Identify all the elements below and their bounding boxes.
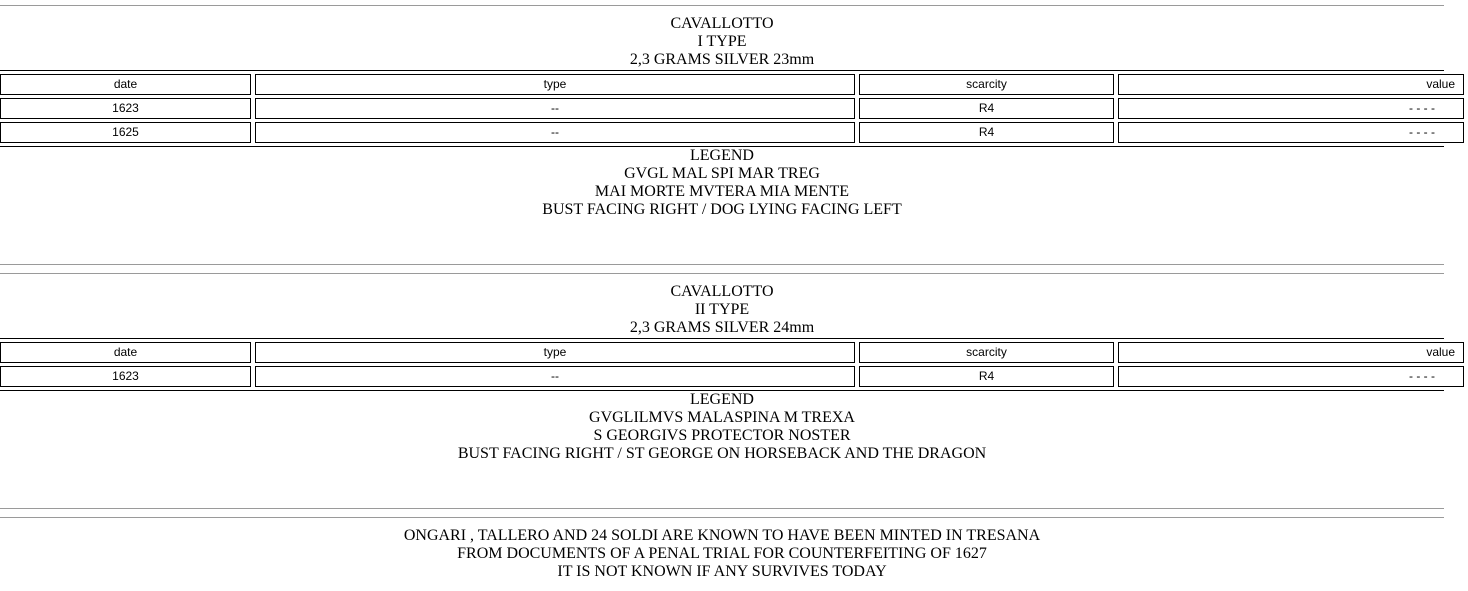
header-type: type xyxy=(255,74,855,95)
coin-type: I TYPE xyxy=(697,33,747,50)
header-scarcity: scarcity xyxy=(859,342,1114,363)
legend-block xyxy=(0,147,1444,219)
cell-scarcity: R4 xyxy=(859,366,1114,387)
coin-heading xyxy=(0,283,1444,337)
coin-title: CAVALLOTTO xyxy=(670,15,774,32)
cell-value: - - - - xyxy=(1118,122,1464,143)
legend-obverse: GVGL MAL SPI MAR TREG xyxy=(624,165,820,182)
cell-date: 1625 xyxy=(0,122,251,143)
table-row xyxy=(0,98,1464,119)
coin-section-1 xyxy=(0,15,1455,219)
table-row xyxy=(0,366,1464,387)
coin-table xyxy=(0,342,1468,387)
cell-scarcity: R4 xyxy=(859,122,1114,143)
header-scarcity: scarcity xyxy=(859,74,1114,95)
table-header-row xyxy=(0,342,1464,363)
note-line-1: ONGARI , TALLERO AND 24 SOLDI ARE KNOWN TO HAVE BEEN MINTED IN TRESANA xyxy=(403,527,1041,544)
legend-title: LEGEND xyxy=(690,391,754,408)
note-line-2: FROM DOCUMENTS OF A PENAL TRIAL FOR COUNTERFEITING OF 1627 xyxy=(457,545,987,562)
coin-section-2 xyxy=(0,283,1455,463)
cell-scarcity: R4 xyxy=(859,98,1114,119)
header-date: date xyxy=(0,342,251,363)
cell-date: 1623 xyxy=(0,366,251,387)
legend-reverse: S GEORGIVS PROTECTOR NOSTER xyxy=(593,427,851,444)
coin-spec: 2,3 GRAMS SILVER 23mm xyxy=(629,51,815,68)
header-value: value xyxy=(1118,74,1464,95)
coin-heading xyxy=(0,15,1444,69)
header-value: value xyxy=(1118,342,1464,363)
coin-table xyxy=(0,74,1468,143)
legend-description: BUST FACING RIGHT / DOG LYING FACING LEFT xyxy=(542,201,902,218)
cell-value: - - - - xyxy=(1118,98,1464,119)
cell-value: - - - - xyxy=(1118,366,1464,387)
table-header-row xyxy=(0,74,1464,95)
cell-type: -- xyxy=(255,122,855,143)
coin-spec: 2,3 GRAMS SILVER 24mm xyxy=(629,319,815,336)
header-date: date xyxy=(0,74,251,95)
legend-description: BUST FACING RIGHT / ST GEORGE ON HORSEBACK AND THE DRAGON xyxy=(457,445,987,462)
legend-reverse: MAI MORTE MVTERA MIA MENTE xyxy=(594,183,850,200)
legend-title: LEGEND xyxy=(690,147,754,164)
legend-block xyxy=(0,391,1444,463)
header-type: type xyxy=(255,342,855,363)
legend-obverse: GVGLILMVS MALASPINA M TREXA xyxy=(589,409,855,426)
cell-type: -- xyxy=(255,98,855,119)
coin-title: CAVALLOTTO xyxy=(670,283,774,300)
coin-type: II TYPE xyxy=(694,301,750,318)
note-block xyxy=(0,527,1444,581)
cell-type: -- xyxy=(255,366,855,387)
cell-date: 1623 xyxy=(0,98,251,119)
table-row xyxy=(0,122,1464,143)
note-line-3: IT IS NOT KNOWN IF ANY SURVIVES TODAY xyxy=(557,563,887,580)
